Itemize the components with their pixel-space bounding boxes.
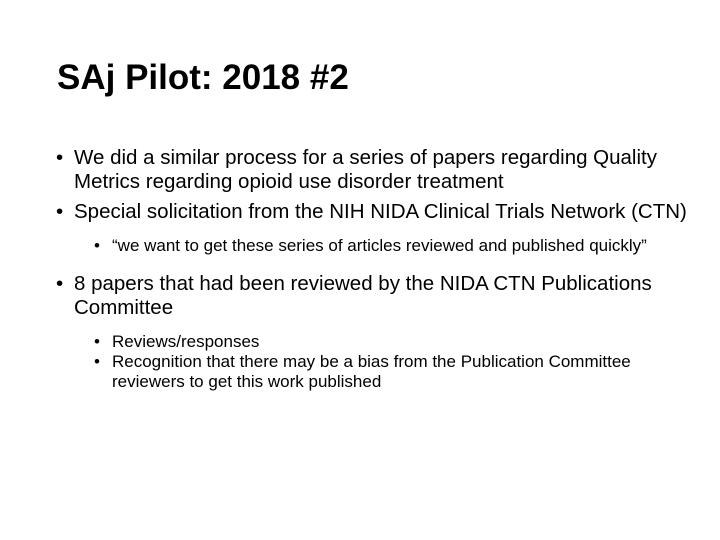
sub-bullet-dot-icon: •: [94, 236, 100, 255]
sub-bullet-item: [56, 352, 696, 392]
bullet-item: [56, 272, 696, 320]
sub-bullet-item: [56, 236, 696, 256]
bullet-dot-icon: •: [56, 200, 64, 223]
bullet-dot-icon: •: [56, 146, 64, 169]
sub-bullet-text: Reviews/responses: [112, 332, 260, 351]
sub-bullet-dot-icon: •: [94, 332, 100, 351]
bullet-text: Special solicitation from the NIH NIDA Clinical Trials Network (CTN): [74, 200, 687, 223]
slide-title: SAj Pilot: 2018 #2: [57, 58, 349, 97]
sub-bullet-text: Recognition that there may be a bias from the Publication Committee reviewers to get this work published: [112, 352, 631, 391]
sub-bullet-text: “we want to get these series of articles reviewed and published quickly”: [112, 236, 647, 255]
bullet-text: 8 papers that had been reviewed by the NIDA CTN Publications Committee: [74, 272, 652, 319]
sub-bullet-item: [56, 332, 696, 352]
bullet-dot-icon: •: [56, 272, 64, 295]
bullet-text: We did a similar process for a series of papers regarding Quality Metrics regarding opioid use disorder treatment: [74, 146, 657, 193]
bullet-item: [56, 200, 696, 224]
bullet-item: [56, 146, 696, 194]
slide-content: [56, 146, 696, 392]
sub-bullet-dot-icon: •: [94, 352, 100, 371]
